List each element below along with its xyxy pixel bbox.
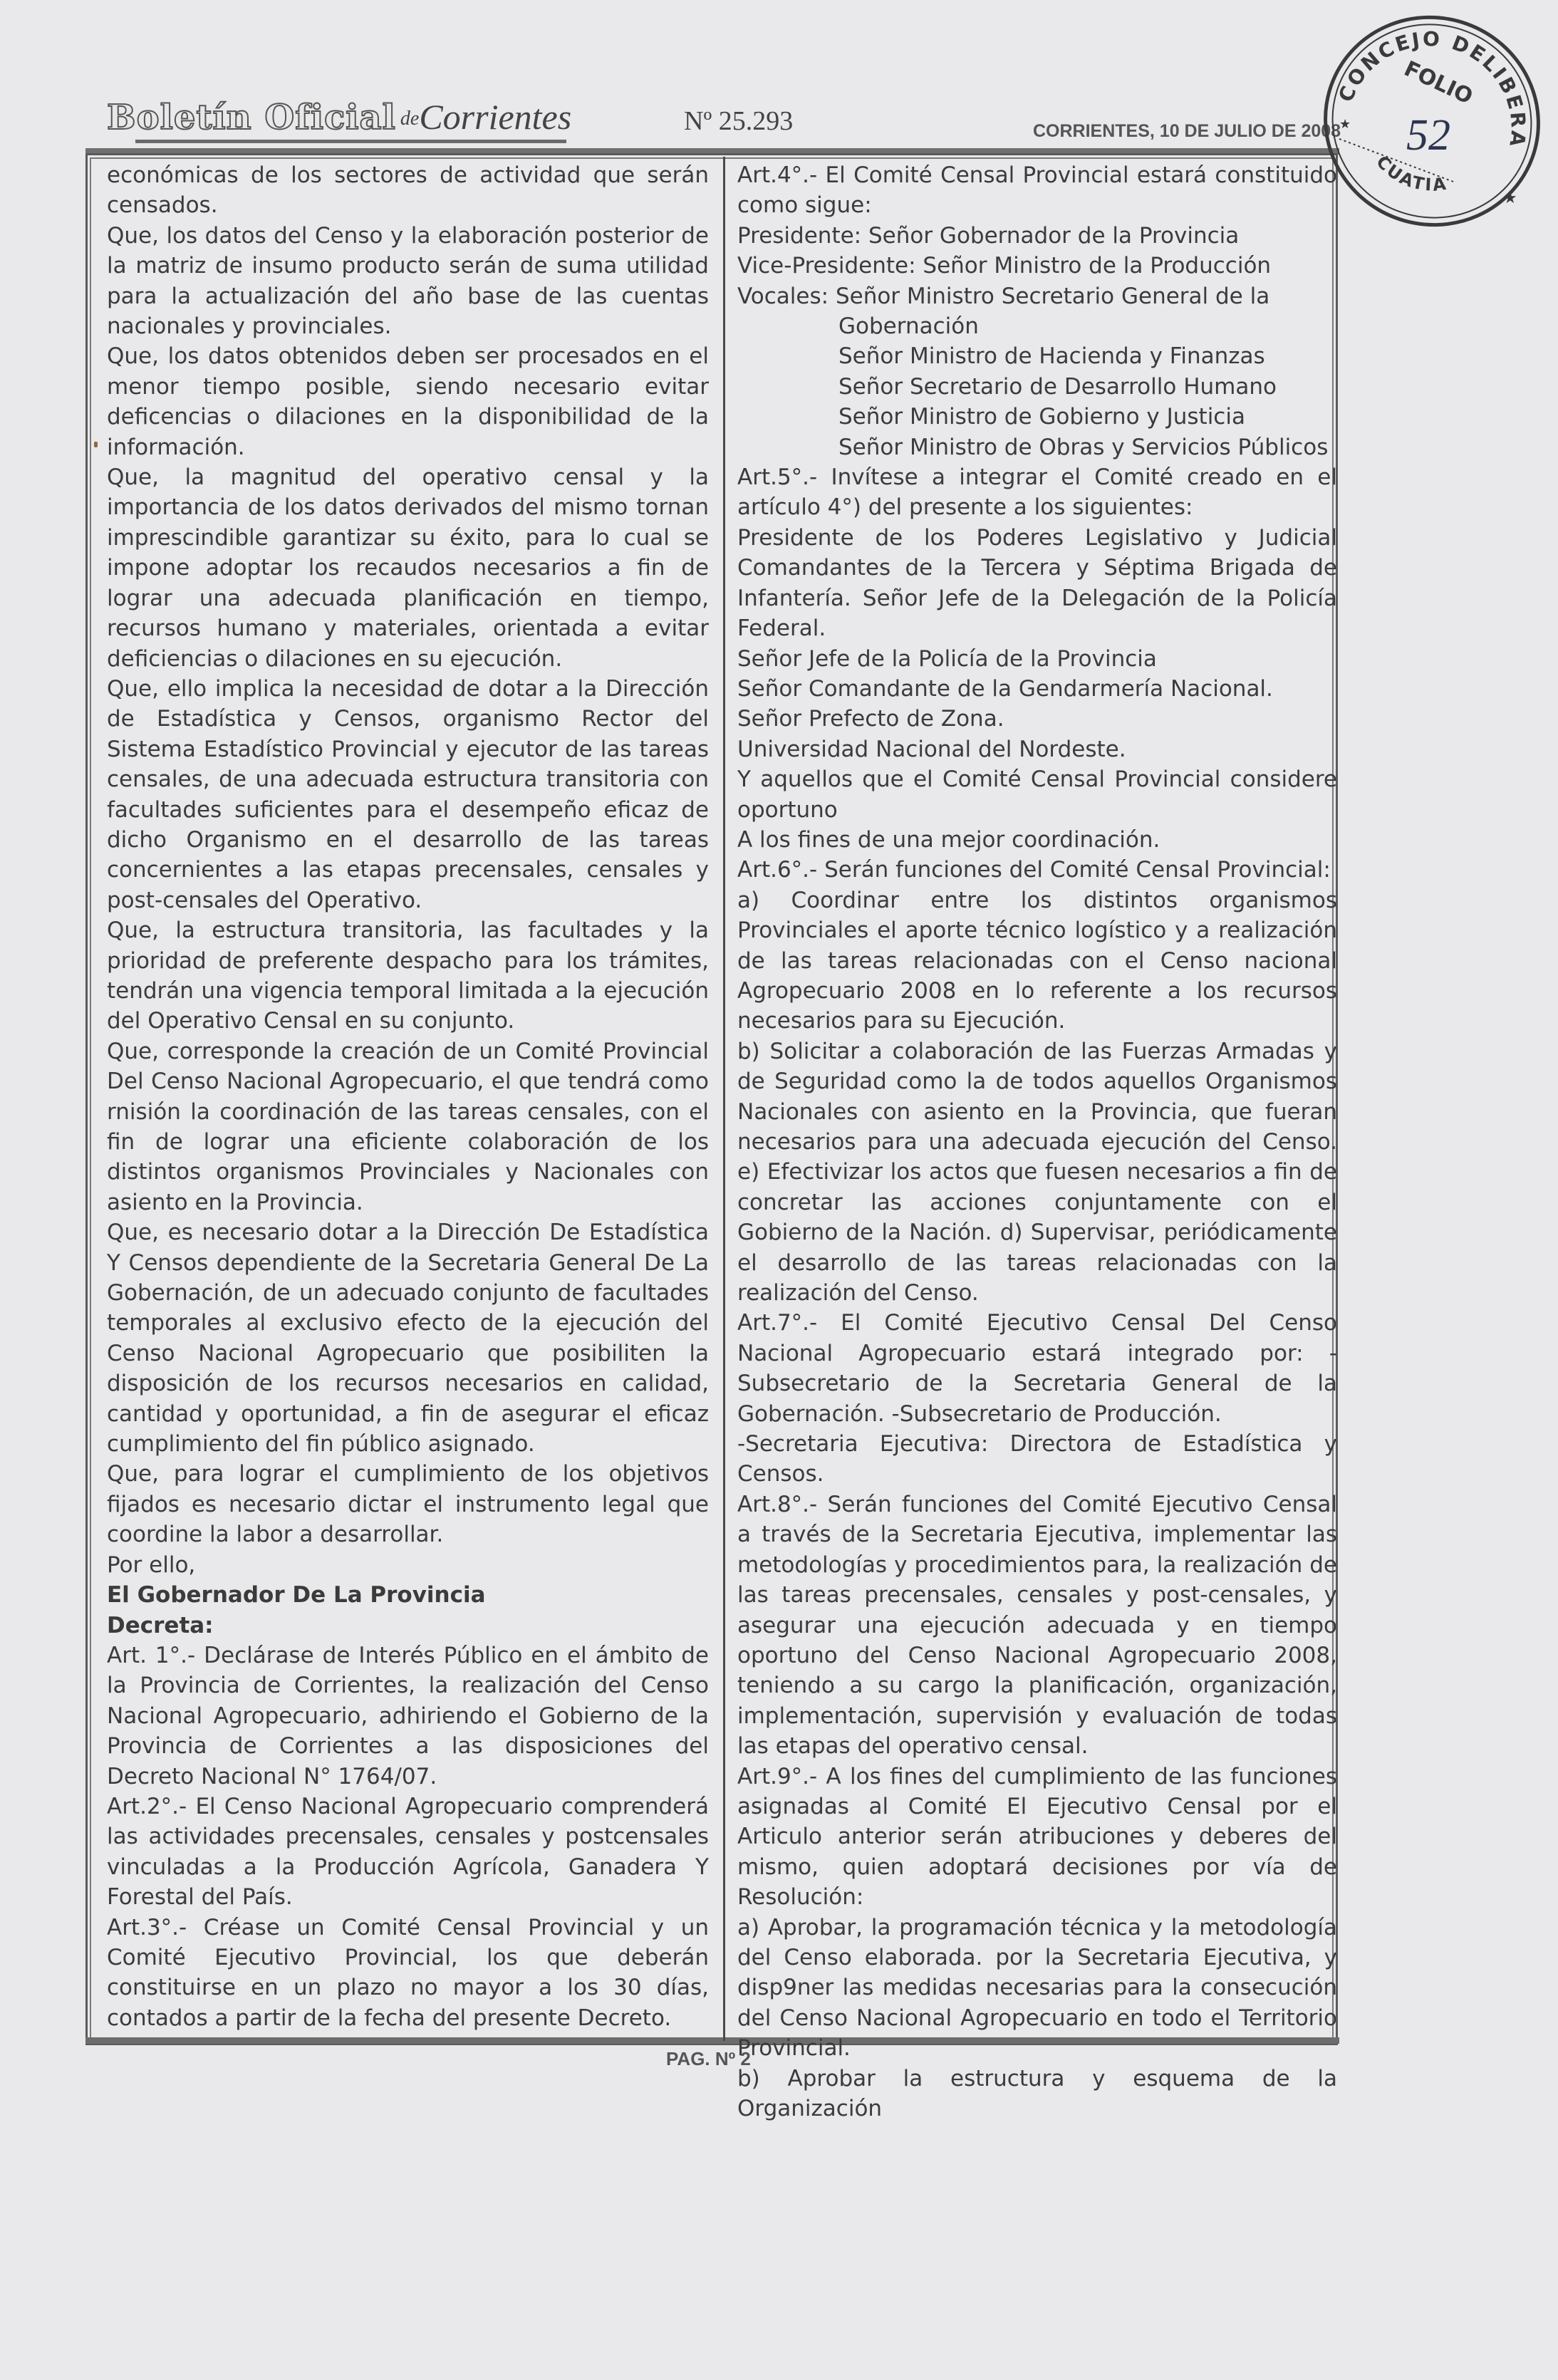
article-9-item-b: b) Aprobar la estructura y esquema de la Organización: [737, 2065, 1337, 2121]
article-6: Art.6°.- Serán funciones del Comité Censal Provincial:: [737, 857, 1331, 883]
issue-date: CORRIENTES, 10 DE JULIO DE 2008: [1033, 121, 1341, 141]
article-7-secretary: -Secretaria Ejecutiva: Directora de Estadística y Censos.: [737, 1431, 1337, 1487]
paragraph: Que, es necesario dotar a la Dirección De Estadística Y Censos dependiente de la Secretaria General De La Gobernación, de un adecuado conjunto de facultades temporales al exclusivo efecto de la ejecución del Censo Nacional Agropecuario que posibiliten la disposición de los recursos necesarios en calidad, cantidad y oportunidad, a fin de asegurar el eficaz cumplimiento del fin público asignado.: [107, 1220, 709, 1457]
art5-member: Universidad Nacional del Nordeste.: [737, 736, 1126, 762]
decree-issuer-heading: El Gobernador De La Provincia: [107, 1582, 486, 1609]
art4-vocales-label: Vocales: Señor Ministro Secretario General de la: [737, 283, 1270, 309]
paragraph: Por ello,: [107, 1552, 196, 1578]
masthead: [107, 96, 570, 137]
paragraph: Que, los datos del Censo y la elaboración posterior de la matriz de insumo producto serán de suma utilidad para la actualización del año base de las cuentas nacionales y provinciales.: [107, 222, 709, 340]
art5-member: Presidente de los Poderes Legislativo y Judicial Comandantes de la Tercera y Séptima Brigada de Infantería. Señor Jefe de la Delegación de la Policía Federal.: [737, 524, 1337, 642]
article-9-item-a: a) Aprobar, la programación técnica y la metodología del Censo elaborada. por la Secretaria Ejecutiva, y disp9ner las medidas necesarias para la consecución del Censo Nacional Agropecuario en todo el Territorio Provincial.: [737, 1914, 1337, 2062]
art4-vice-president: Vice-Presidente: Señor Ministro de la Producción: [737, 253, 1272, 279]
svg-text:★: ★: [1503, 189, 1517, 207]
masthead-title: Boletín Oficial: [107, 98, 396, 137]
art4-president: Presidente: Señor Gobernador de la Provincia: [737, 222, 1240, 249]
masthead-de: de: [400, 107, 420, 130]
art4-vocal: Gobernación: [838, 313, 979, 340]
art4-vocal: Señor Secretario de Desarrollo Humano: [838, 373, 1277, 400]
article-2: Art.2°.- El Censo Nacional Agropecuario comprenderá las actividades precensales, censales y postcensales vinculadas a la Producción Agrícola, Ganadera Y Forestal del País.: [107, 1793, 709, 1911]
article-6-item-a: a) Coordinar entre los distintos organismos Provinciales el aporte técnico logístico y a realización de las tareas relacionadas con el Censo nacional Agropecuario 2008 en lo referente a los recursos necesarios para su Ejecución.: [737, 887, 1337, 1034]
right-column: [737, 160, 1337, 2124]
art4-vocal: Señor Ministro de Obras y Servicios Públicos: [838, 434, 1329, 460]
paragraph: Que, para lograr el cumplimiento de los objetivos fijados es necesario dictar el instrumento legal que coordine la labor a desarrollar.: [107, 1461, 709, 1548]
paragraph: Que, la magnitud del operativo censal y la importancia de los datos derivados del mismo tornan imprescindible garantizar su éxito, para lo cual se impone adoptar los recaudos necesarios a fin de lograr una adecuada planificación en tiempo, recursos humano y materiales, orientada a evitar deficiencias o dilaciones en su ejecución.: [107, 464, 709, 672]
article-5: Art.5°.- Invítese a integrar el Comité creado en el artículo 4°) del presente a los siguientes:: [737, 464, 1337, 521]
paragraph: Que, corresponde la creación de un Comité Provincial Del Censo Nacional Agropecuario, el que tendrá como rnisión la coordinación de las tareas censales, con el fin de lograr una eficiente colaboración de los distintos organismos Provinciales y Nacionales con asiento en la Provincia.: [107, 1038, 709, 1215]
svg-text:★: ★: [1339, 117, 1351, 132]
stamp-folio-label: FOLIO: [1400, 56, 1477, 110]
art5-member: Y aquellos que el Comité Censal Provincial considere oportuno: [737, 767, 1337, 823]
art4-vocal: Señor Ministro de Hacienda y Finanzas: [838, 343, 1265, 370]
art4-vocal: Señor Ministro de Gobierno y Justicia: [838, 404, 1245, 430]
column-divider: [723, 157, 725, 2041]
article-4-intro: Art.4°.- El Comité Censal Provincial estará constituido como sigue:: [737, 162, 1337, 219]
issue-number: Nº 25.293: [684, 106, 794, 136]
art5-member: Señor Prefecto de Zona.: [737, 706, 1004, 732]
council-stamp-icon: [1311, 4, 1546, 239]
paragraph: Que, la estructura transitoria, las facultades y la prioridad de preferente despacho para los trámites, tendrán una vigencia temporal limitada a la ejecución del Operativo Censal en su conjunto.: [107, 918, 709, 1034]
stamp-top-text: CONCEJO DELIBERANTE: [1334, 27, 1531, 150]
article-7: Art.7°.- El Comité Ejecutivo Censal Del Censo Nacional Agropecuario estará integrado por: -Subsecretario de la Secretaria General de la Gobernación. -Subsecretario de Producción.: [737, 1310, 1337, 1427]
page-number: PAG. Nº 2: [666, 2048, 751, 2069]
article-9: Art.9°.- A los fines del cumplimiento de las funciones asignadas al Comité El Ejecutivo Censal por el Articulo anterior serán atribuciones y deberes del mismo, quien adoptará decisiones por vía de Resolución:: [737, 1763, 1337, 1911]
stamp-bottom-text: CUATIA: [1372, 152, 1450, 196]
masthead-underline: [135, 140, 566, 143]
stamp-folio-number: 52: [1406, 111, 1450, 160]
art5-member: A los fines de una mejor coordinación.: [737, 826, 1160, 853]
paragraph: Que, ello implica la necesidad de dotar a la Dirección de Estadística y Censos, organismo Rector del Sistema Estadístico Provincial y ejecutor de las tareas censales, de una adecuada estructura transitoria con facultades suficientes para el desempeño eficaz de dicho Organismo en el desarrollo de las tareas concernientes a las etapas precensales, censales y post-censales del Operativo.: [107, 675, 709, 913]
masthead-city: Corrientes: [419, 97, 572, 137]
margin-ink-mark: [94, 442, 98, 447]
article-8: Art.8°.- Serán funciones del Comité Ejecutivo Censal a través de la Secretaria Ejecutiva, implementar las metodologías y procedimientos para, la realización de las tareas precensales, censales y post-censales, y asegurar una ejecución adecuada y en tiempo oportuno del Censo Nacional Agropecuario 2008, teniendo a su cargo la planificación, organización, implementación, supervisión y evaluación de todas las etapas del operativo censal.: [737, 1491, 1337, 1760]
paragraph: Que, los datos obtenidos deben ser procesados en el menor tiempo posible, siendo necesario evitar deficencias o dilaciones en la disponibilidad de la información.: [107, 343, 709, 460]
art5-member: Señor Comandante de la Gendarmería Nacional.: [737, 675, 1273, 702]
left-column: [107, 160, 709, 2033]
decree-heading: Decreta:: [107, 1612, 214, 1638]
article-1: Art. 1°.- Declárase de Interés Público en el ámbito de la Provincia de Corrientes, la realización del Censo Nacional Agropecuario, adhiriendo el Gobierno de la Provincia de Corrientes a las disposiciones del Decreto Nacional N° 1764/07.: [107, 1642, 709, 1789]
art5-member: Señor Jefe de la Policía de la Provincia: [737, 645, 1157, 672]
article-6-item-b: b) Solicitar a colaboración de las Fuerzas Armadas y de Seguridad como la de todos aquellos Organismos Nacionales con asiento en la Provincia, que fueran necesarios para una adecuada ejecución del Censo. e) Efectivizar los actos que fuesen necesarios a fin de concretar las acciones conjuntamente con el Gobierno de la Nación. d) Supervisar, periódicamente el desarrollo de las tareas relacionadas con la realización del Censo.: [737, 1038, 1337, 1306]
article-3: Art.3°.- Créase un Comité Censal Provincial y un Comité Ejecutivo Provincial, los que deberán constituirse en un plazo no mayor a los 30 días, contados a partir de la fecha del presente Decreto.: [107, 1914, 709, 2031]
paragraph: económicas de los sectores de actividad que serán censados.: [107, 162, 709, 219]
